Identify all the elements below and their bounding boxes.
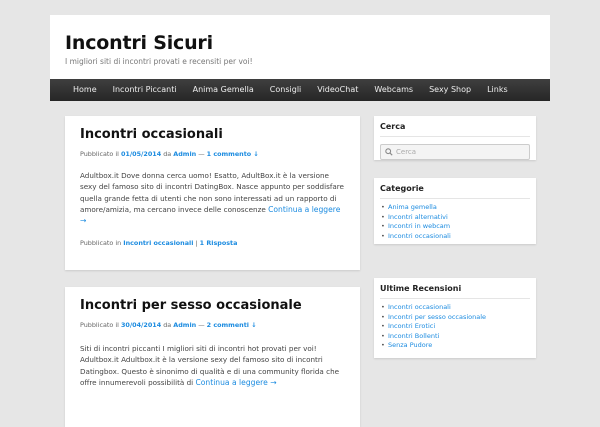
nav-incontri-piccanti[interactable]: Incontri Piccanti xyxy=(112,85,177,94)
content-area xyxy=(50,101,550,415)
widget-title: Categorie xyxy=(380,184,530,199)
meta-by: da xyxy=(163,150,172,158)
post-excerpt xyxy=(80,343,345,388)
post-replies-link[interactable]: 1 Risposta xyxy=(199,239,238,248)
post-date-link[interactable]: 01/05/2014 xyxy=(120,150,162,158)
post-comments-link[interactable]: 1 commento ↓ xyxy=(206,150,259,158)
category-list xyxy=(380,203,530,241)
category-item[interactable]: • Anima gemella xyxy=(380,203,530,213)
page xyxy=(50,15,550,415)
search-box[interactable] xyxy=(380,144,530,160)
nav-videochat[interactable]: VideoChat xyxy=(317,85,359,94)
widget-title: Cerca xyxy=(380,122,530,137)
category-item[interactable]: • Incontri occasionali xyxy=(380,232,530,242)
meta-prefix: Pubblicato il xyxy=(80,150,119,158)
post-article xyxy=(65,287,360,427)
meta-separator: — xyxy=(198,150,205,158)
site-description: I migliori siti di incontri provati e recensiti per voi! xyxy=(65,57,253,66)
post-date-link[interactable]: 30/04/2014 xyxy=(120,321,162,329)
categories-widget xyxy=(374,178,536,244)
post-excerpt xyxy=(80,170,345,226)
recent-reviews-widget xyxy=(374,278,536,358)
site-header xyxy=(50,15,550,79)
main-navigation xyxy=(50,79,550,101)
recent-item[interactable]: • Incontri occasionali xyxy=(380,303,530,313)
post-author-link[interactable]: Admin xyxy=(173,150,197,158)
post-footer xyxy=(80,239,345,247)
footer-separator: | xyxy=(195,239,198,248)
nav-home[interactable]: Home xyxy=(73,85,97,94)
search-icon xyxy=(385,148,393,156)
post-category-link[interactable]: Incontri occasionali xyxy=(123,239,194,248)
post-title[interactable]: Incontri occasionali xyxy=(80,127,223,142)
nav-webcams[interactable]: Webcams xyxy=(374,85,414,94)
nav-anima-gemella[interactable]: Anima Gemella xyxy=(192,85,254,94)
footer-prefix: Pubblicato in xyxy=(80,239,122,248)
read-more-link[interactable]: Continua a leggere → xyxy=(80,204,341,226)
nav-consigli[interactable]: Consigli xyxy=(269,85,302,94)
meta-prefix: Pubblicato il xyxy=(80,321,119,329)
post-meta xyxy=(80,321,345,329)
nav-links[interactable]: Links xyxy=(487,85,508,94)
nav-sexy-shop[interactable]: Sexy Shop xyxy=(429,85,472,94)
read-more-link[interactable]: Continua a leggere → xyxy=(195,377,277,387)
widget-title: Ultime Recensioni xyxy=(380,284,530,299)
recent-list xyxy=(380,303,530,351)
post-author-link[interactable]: Admin xyxy=(173,321,197,329)
recent-item[interactable]: • Incontri Bollenti xyxy=(380,332,530,342)
post-article xyxy=(65,116,360,270)
category-item[interactable]: • Incontri alternativi xyxy=(380,213,530,223)
recent-item[interactable]: • Incontri per sesso occasionale xyxy=(380,313,530,323)
recent-item[interactable]: • Senza Pudore xyxy=(380,341,530,351)
meta-by: da xyxy=(163,321,172,329)
post-excerpt-text: Siti di incontri piccanti I migliori siti di incontri hot provati per voi! Adultbox.it Adultbox.it è la versione sexy del famoso sito di incontri Datingbox. Questo è sinonimo di qualità e di una community florida che offre innumerevoli possibilità di xyxy=(80,344,340,387)
search-widget xyxy=(374,116,536,160)
post-title[interactable]: Incontri per sesso occasionale xyxy=(80,298,302,313)
search-input[interactable] xyxy=(396,148,526,156)
meta-separator: — xyxy=(198,321,205,329)
post-comments-link[interactable]: 2 commenti ↓ xyxy=(206,321,257,329)
post-meta xyxy=(80,150,345,158)
site-title[interactable]: Incontri Sicuri xyxy=(65,32,213,54)
post-excerpt-text: Adultbox.it Dove donna cerca uomo! Esatto, AdultBox.it è la versione sexy del famoso sito di incontri DatingBox. Nasce appunto per soddisfare quella grande fetta di utenti che non sono interessati ad un rapporto di amore/amizia, ma cercano invece delle conoscenze xyxy=(80,171,344,214)
category-item[interactable]: • Incontri in webcam xyxy=(380,222,530,232)
recent-item[interactable]: • Incontri Erotici xyxy=(380,322,530,332)
